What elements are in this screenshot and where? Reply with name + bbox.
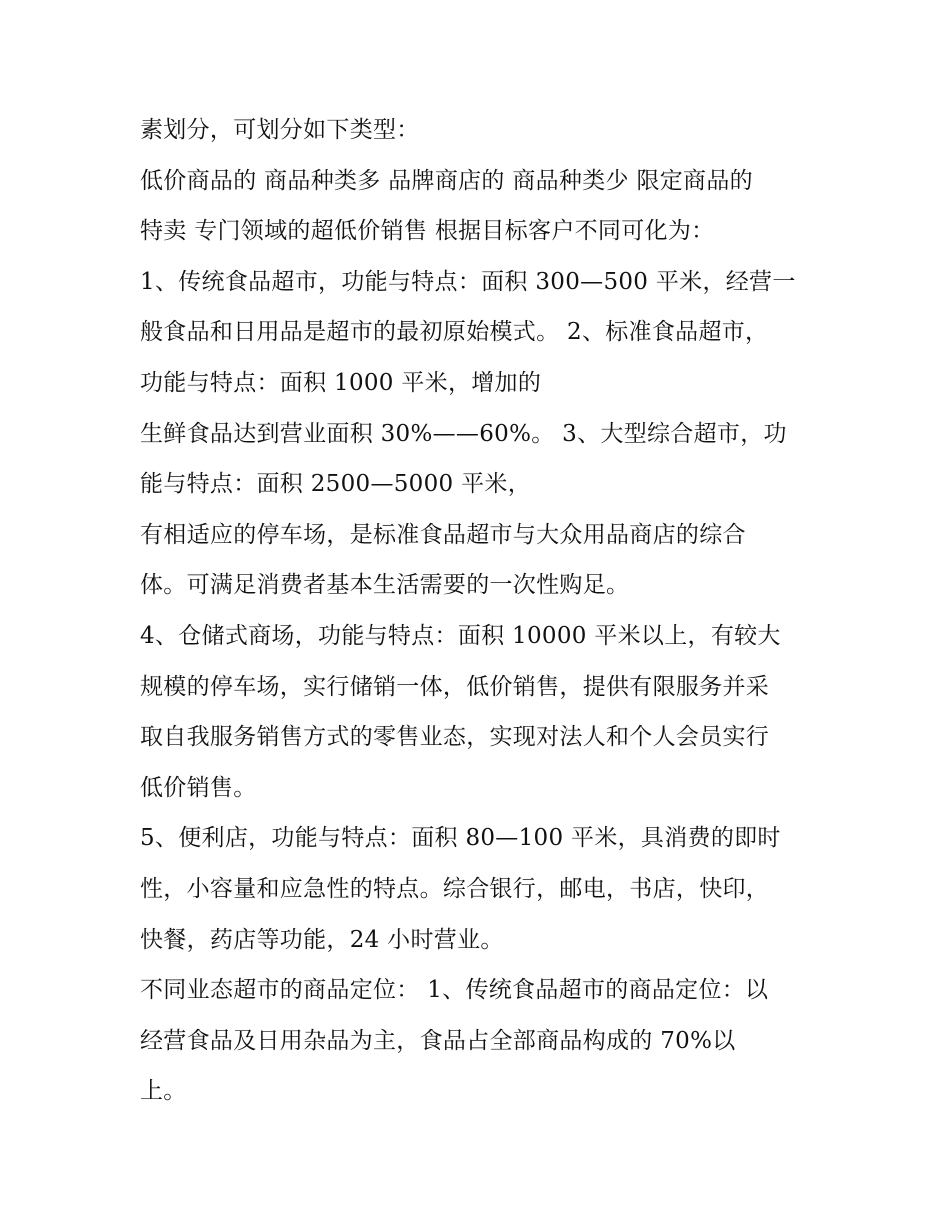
text-line: 性，小容量和应急性的特点。综合银行，邮电，书店，快印， — [140, 875, 770, 902]
text-line: 取自我服务销售方式的零售业态，实现对法人和个人会员实行 — [140, 724, 770, 751]
body-text — [140, 105, 820, 1117]
text-line: 特卖 专门领域的超低价销售 根据目标客户不同可化为： — [140, 218, 715, 245]
text-line: 上。 — [140, 1078, 187, 1105]
text-line: 4、仓储式商场，功能与特点：面积 10000 平米以上，有较大 — [140, 622, 781, 649]
text-line: 功能与特点：面积 1000 平米，增加的 — [140, 369, 542, 396]
text-line: 5、便利店，功能与特点：面积 80—100 平米，具消费的即时 — [140, 825, 781, 852]
text-line: 快餐，药店等功能，24 小时营业。 — [140, 926, 504, 953]
text-line: 体。可满足消费者基本生活需要的一次性购足。 — [140, 572, 630, 599]
text-line: 生鲜食品达到营业面积 30%——60%。 3、大型综合超市，功 — [140, 420, 787, 447]
text-line: 般食品和日用品是超市的最初原始模式。 2、标准食品超市， — [140, 319, 769, 346]
text-line: 素划分，可划分如下类型： — [140, 117, 420, 143]
text-line: 低价商品的 商品种类多 品牌商店的 商品种类少 限定商品的 — [140, 167, 753, 194]
text-line: 规模的停车场，实行储销一体，低价销售，提供有限服务并采 — [140, 673, 770, 700]
text-line: 有相适应的停车场，是标准食品超市与大众用品商店的综合 — [140, 521, 746, 548]
text-line: 低价销售。 — [140, 774, 257, 801]
text-line: 经营食品及日用杂品为主，食品占全部商品构成的 70%以 — [140, 1027, 736, 1054]
text-line: 1、传统食品超市，功能与特点：面积 300—500 平米，经营一 — [140, 268, 796, 295]
text-line: 不同业态超市的商品定位： 1、传统食品超市的商品定位：以 — [140, 977, 769, 1004]
text-line: 能与特点：面积 2500—5000 平米， — [140, 471, 531, 498]
